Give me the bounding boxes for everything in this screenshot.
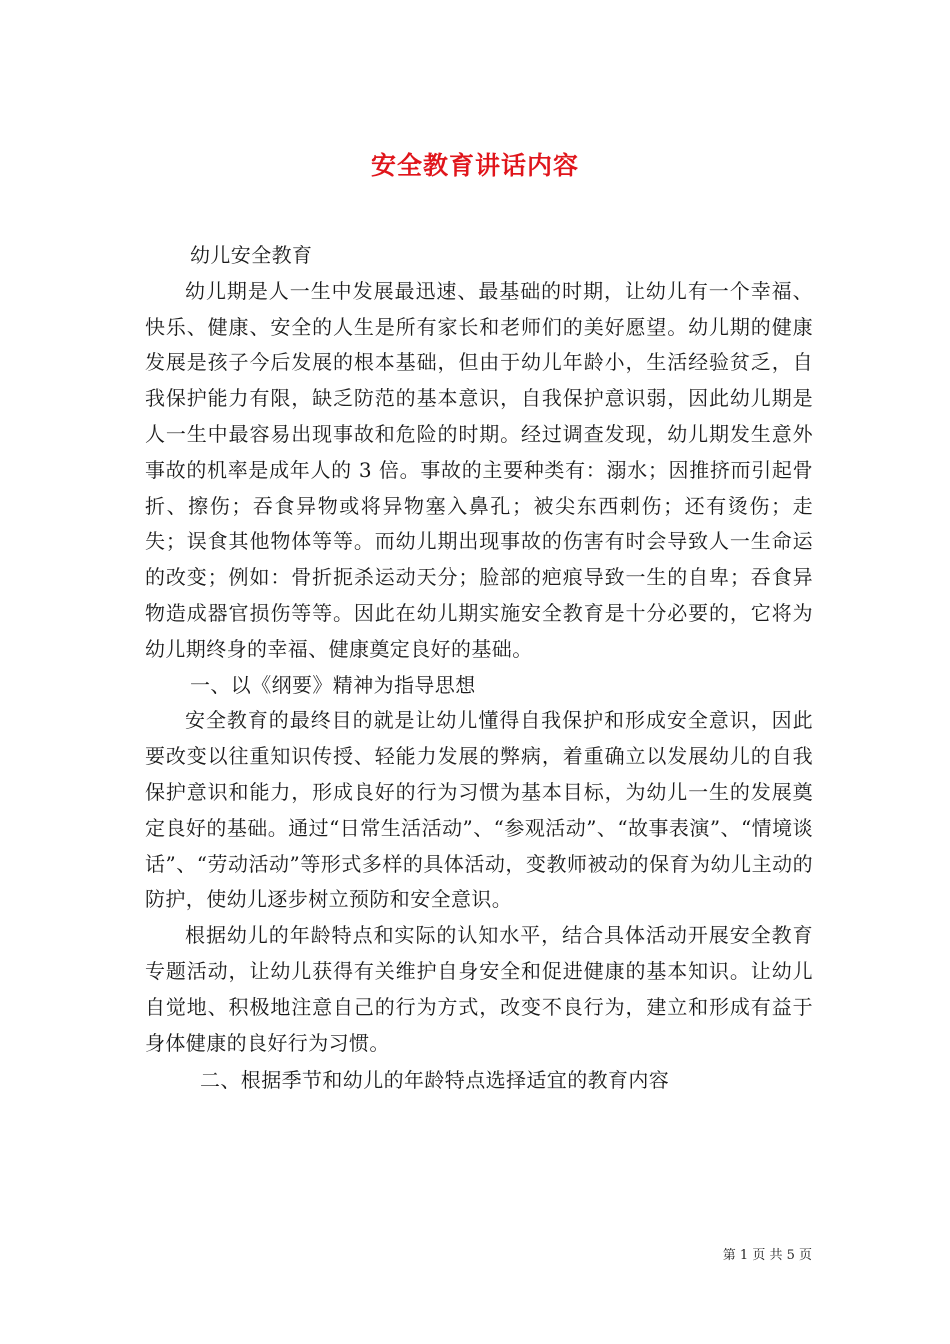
section-heading-child-safety: 幼儿安全教育 xyxy=(190,243,313,267)
paragraph-intro: 幼儿期是人一生中发展最迅速、最基础的时期，让幼儿有一个幸福、快乐、健康、安全的人生是所有家长和老师们的美好愿望。幼儿期的健康发展是孩子今后发展的根本基础，但由于幼儿年龄小，生活经验贫乏，自我保护能力有限，缺乏防范的基本意识，自我保护意识弱，因此幼儿期是人一生中最容易出现事故和危险的时期。经过调查发现，幼儿期发生意外事故的机率是成年人的 3 倍。事故的主要种类有：溺水；因推挤而引起骨折、擦伤；吞食异物或将异物塞入鼻孔；被尖东西刺伤；还有烫伤；走失；误食其他物体等等。而幼儿期出现事故的伤害有时会导致人一生命运的改变；例如：骨折扼杀运动天分；脸部的疤痕导致一生的自卑；吞食异物造成器官损伤等等。因此在幼儿期实施安全教育是十分必要的，它将为幼儿期终身的幸福、健康奠定良好的基础。 xyxy=(145,278,813,661)
paragraph-age-characteristics: 根据幼儿的年龄特点和实际的认知水平，结合具体活动开展安全教育专题活动，让幼儿获得有关维护自身安全和促进健康的基本知识。让幼儿自觉地、积极地注意自己的行为方式，改变不良行为，建立和形成有益于身体健康的良好行为习惯。 xyxy=(145,923,813,1055)
section-heading-guiding-ideology: 一、以《纲要》精神为指导思想 xyxy=(190,672,476,697)
document-title: 安全教育讲话内容 xyxy=(370,150,579,180)
paragraph-safety-goal: 安全教育的最终目的就是让幼儿懂得自我保护和形成安全意识，因此要改变以往重知识传授、轻能力发展的弊病，着重确立以发展幼儿的自我保护意识和能力，形成良好的行为习惯为基本目标，为幼儿一生的发展奠定良好的基础。通过“日常生活活动”、“参观活动”、“故事表演”、“情境谈话”、“劳动活动”等形式多样的具体活动，变教师被动的保育为幼儿主动的防护，使幼儿逐步树立预防和安全意识。 xyxy=(145,708,813,912)
section-heading-education-content: 二、根据季节和幼儿的年龄特点选择适宜的教育内容 xyxy=(200,1068,670,1093)
page-number-indicator: 第 1 页 共 5 页 xyxy=(722,1248,812,1263)
document-body xyxy=(145,238,813,1099)
